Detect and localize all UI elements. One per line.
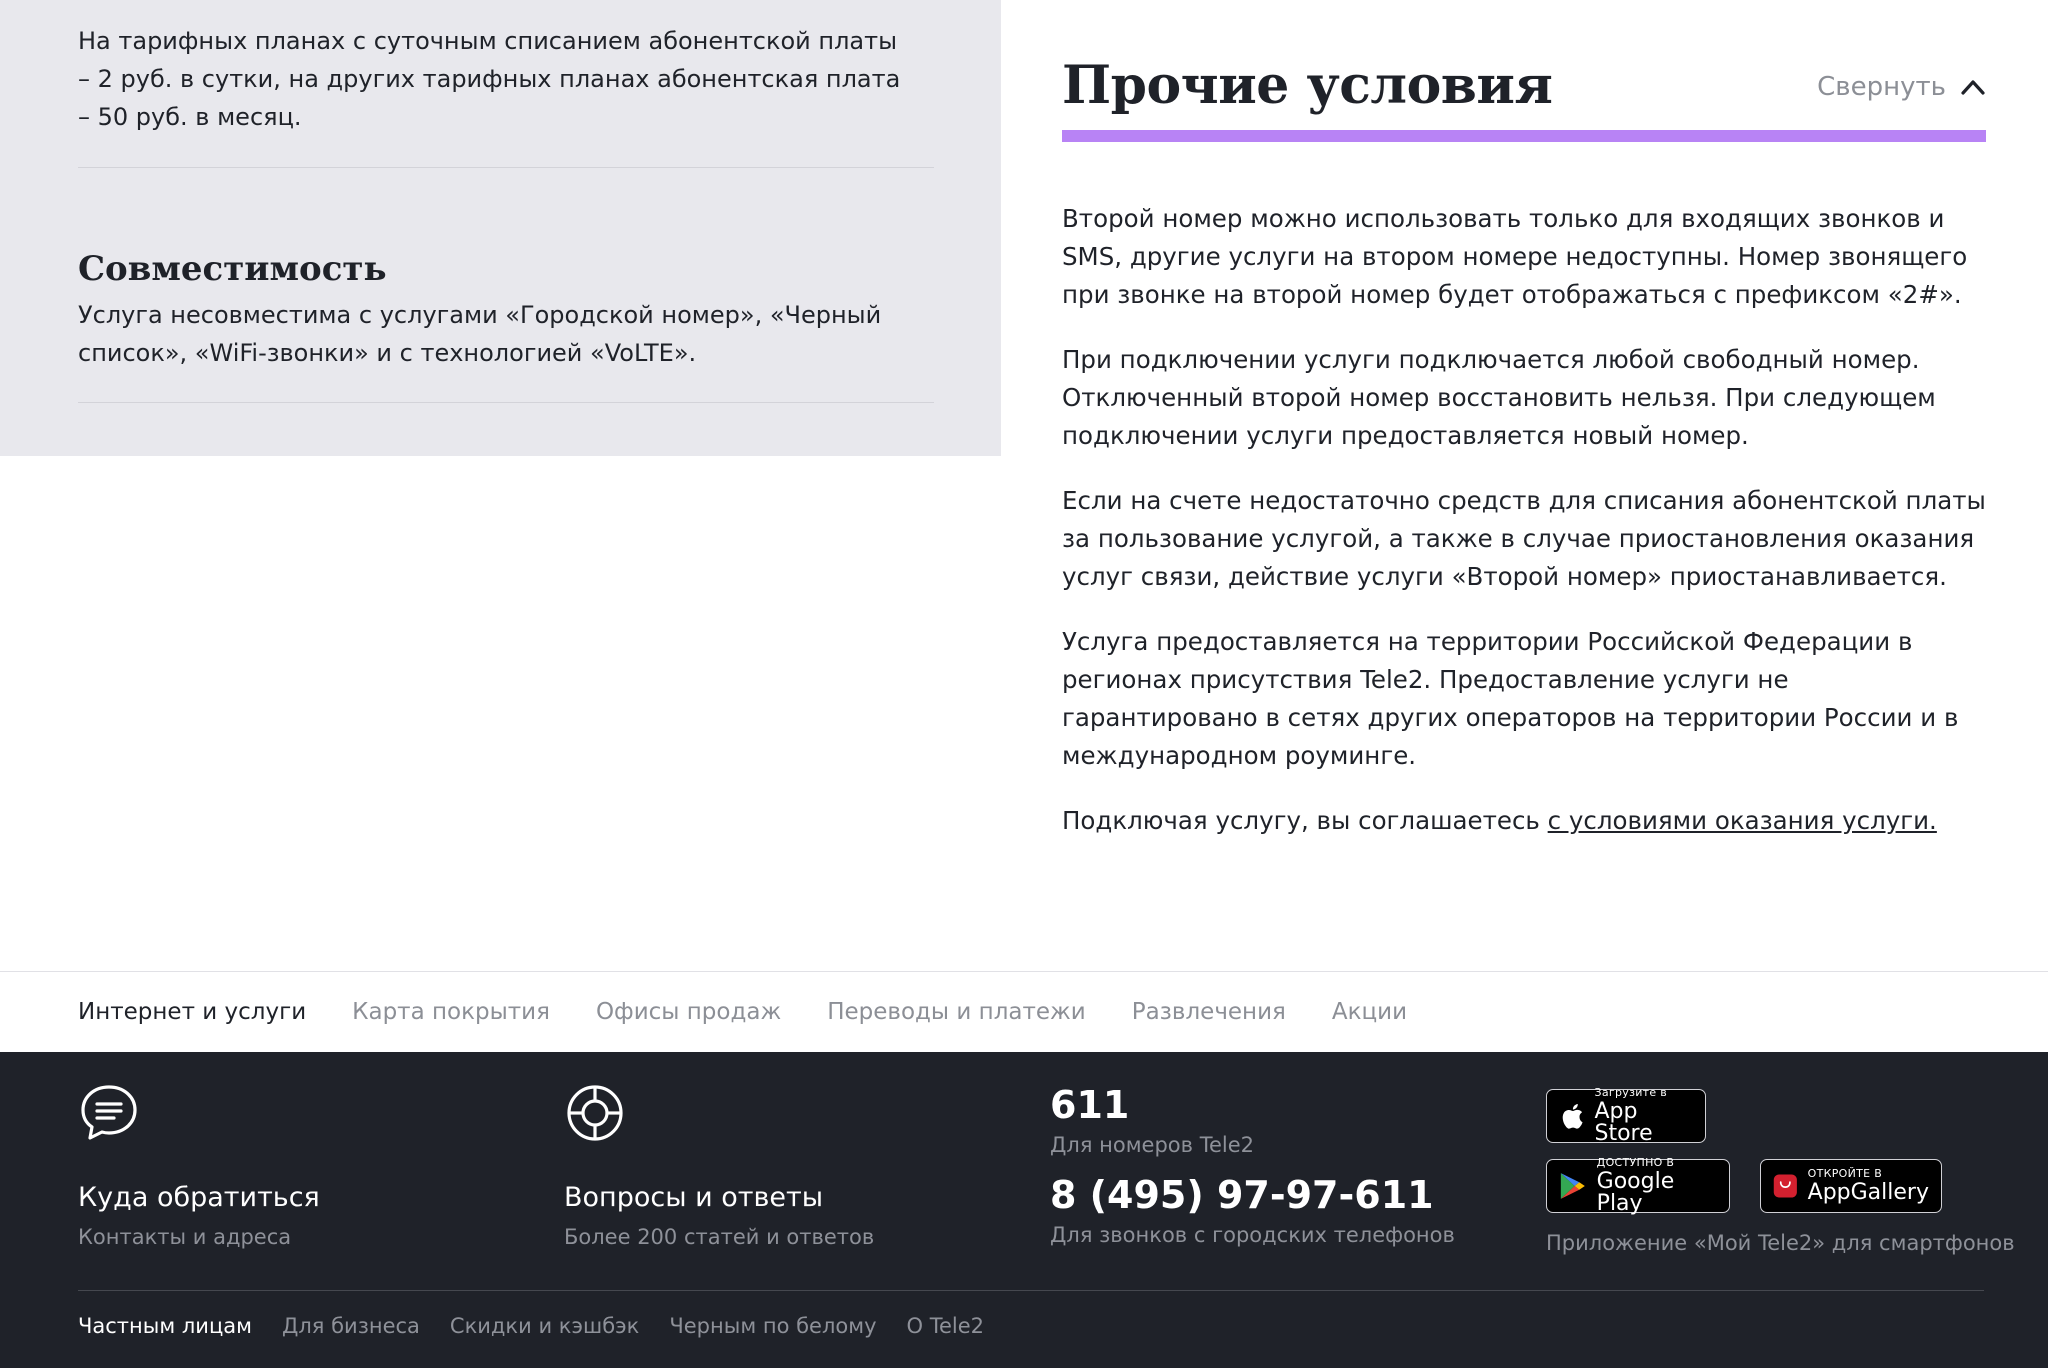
apple-icon [1559,1100,1585,1132]
chevron-up-icon [1960,78,1986,96]
app-gallery-small: ОТКРОЙТЕ В [1807,1167,1883,1180]
app-store-small: Загрузите в [1594,1086,1668,1099]
left-info-panel [0,0,1001,456]
google-play-big: Google Play [1596,1169,1675,1216]
app-gallery-big: AppGallery [1807,1180,1929,1205]
huawei-appgallery-icon [1773,1170,1798,1202]
google-play-text [1597,1157,1717,1215]
short-phone-number[interactable]: 611 [1050,1083,1130,1127]
apps-caption: Приложение «Мой Tele2» для смартфонов [1546,1231,2015,1255]
phones-block [1050,1082,1490,1250]
chat-bubble-icon [78,1082,140,1144]
google-play-button[interactable] [1546,1156,1730,1216]
section-header [1062,52,1986,130]
footer-link-about[interactable]: О Tele2 [906,1314,984,1338]
long-phone-number[interactable]: 8 (495) 97-97-611 [1050,1173,1434,1217]
divider [78,402,934,403]
nav-entertainment[interactable]: Развлечения [1131,999,1286,1025]
nav-transfers-payments[interactable]: Переводы и платежи [827,999,1086,1025]
footer-nav [0,971,2048,1052]
contacts-subtitle: Контакты и адреса [78,1225,292,1249]
terms-link[interactable]: с условиями оказания услуги. [1547,806,1937,835]
collapse-button[interactable] [1817,72,1986,102]
left-info-content [78,22,934,403]
condition-paragraph: Услуга предоставляется на территории Российской Федерации в регионах присутствия Tele2. Предоставление услуги не гарантировано в сетях других операторов на территории России и в международном роуминге. [1062,627,1959,770]
app-store-big: App Store [1594,1099,1653,1146]
agreement-prefix: Подключая услугу, вы соглашаетесь [1062,806,1548,835]
google-play-small: ДОСТУПНО В [1596,1156,1675,1169]
nav-coverage-map[interactable]: Карта покрытия [352,999,550,1025]
accent-underline [1062,130,1986,142]
site-footer [0,1052,2048,1368]
app-gallery-text [1808,1168,1929,1204]
footer-link-private[interactable]: Частным лицам [78,1314,252,1338]
nav-internet-services[interactable]: Интернет и услуги [78,999,307,1025]
other-conditions-section [1062,52,1986,867]
app-store-button[interactable] [1546,1086,1706,1146]
faq-subtitle: Более 200 статей и ответов [564,1225,875,1249]
contacts-block[interactable] [78,1082,498,1252]
section-body [1062,200,1986,840]
condition-paragraph: Если на счете недостаточно средств для списания абонентской платы за пользование услугой, а также в случае приостановления оказания услуг связи, действие услуги «Второй номер» приостанавливается. [1062,486,1986,591]
collapse-label: Свернуть [1817,72,1946,102]
fee-text: На тарифных планах с суточным списанием абонентской платы – 2 руб. в сутки, на других тарифных планах абонентская плата – 50 руб. в месяц. [78,27,901,131]
footer-link-black-on-white[interactable]: Черным по белому [669,1314,877,1338]
compatibility-text: Услуга несовместима с услугами «Городской номер», «Черный список», «WiFi-звонки» и с технологией «VoLTE». [78,301,882,367]
app-gallery-button[interactable] [1760,1159,1942,1213]
nav-promotions[interactable]: Акции [1331,999,1408,1025]
faq-block[interactable] [564,1082,984,1252]
agreement-paragraph [1062,802,1986,840]
contacts-title: Куда обратиться [78,1182,320,1213]
long-phone-caption: Для звонков с городских телефонов [1050,1223,1455,1247]
section-title: Прочие условия [1062,55,1553,116]
divider [78,167,934,168]
condition-paragraph: Второй номер можно использовать только для входящих звонков и SMS, другие услуги на втором номере недоступны. Номер звонящего при звонке на второй номер будет отображаться с префиксом «2#». [1062,204,1968,309]
lifebuoy-icon [564,1082,626,1144]
footer-links [78,1314,1014,1338]
app-store-text [1595,1087,1694,1145]
footer-link-discounts[interactable]: Скидки и кэшбэк [449,1314,640,1338]
google-play-icon [1559,1170,1587,1202]
compatibility-title: Совместимость [78,249,387,289]
condition-paragraph: При подключении услуги подключается любой свободный номер. Отключенный второй номер восстановить нельзя. При следующем подключении услуги предоставляется новый номер. [1062,345,1936,450]
footer-divider [78,1290,1984,1291]
nav-sales-offices[interactable]: Офисы продаж [595,999,782,1025]
short-phone-caption: Для номеров Tele2 [1050,1133,1255,1157]
footer-link-business[interactable]: Для бизнеса [281,1314,420,1338]
faq-title: Вопросы и ответы [564,1182,824,1213]
